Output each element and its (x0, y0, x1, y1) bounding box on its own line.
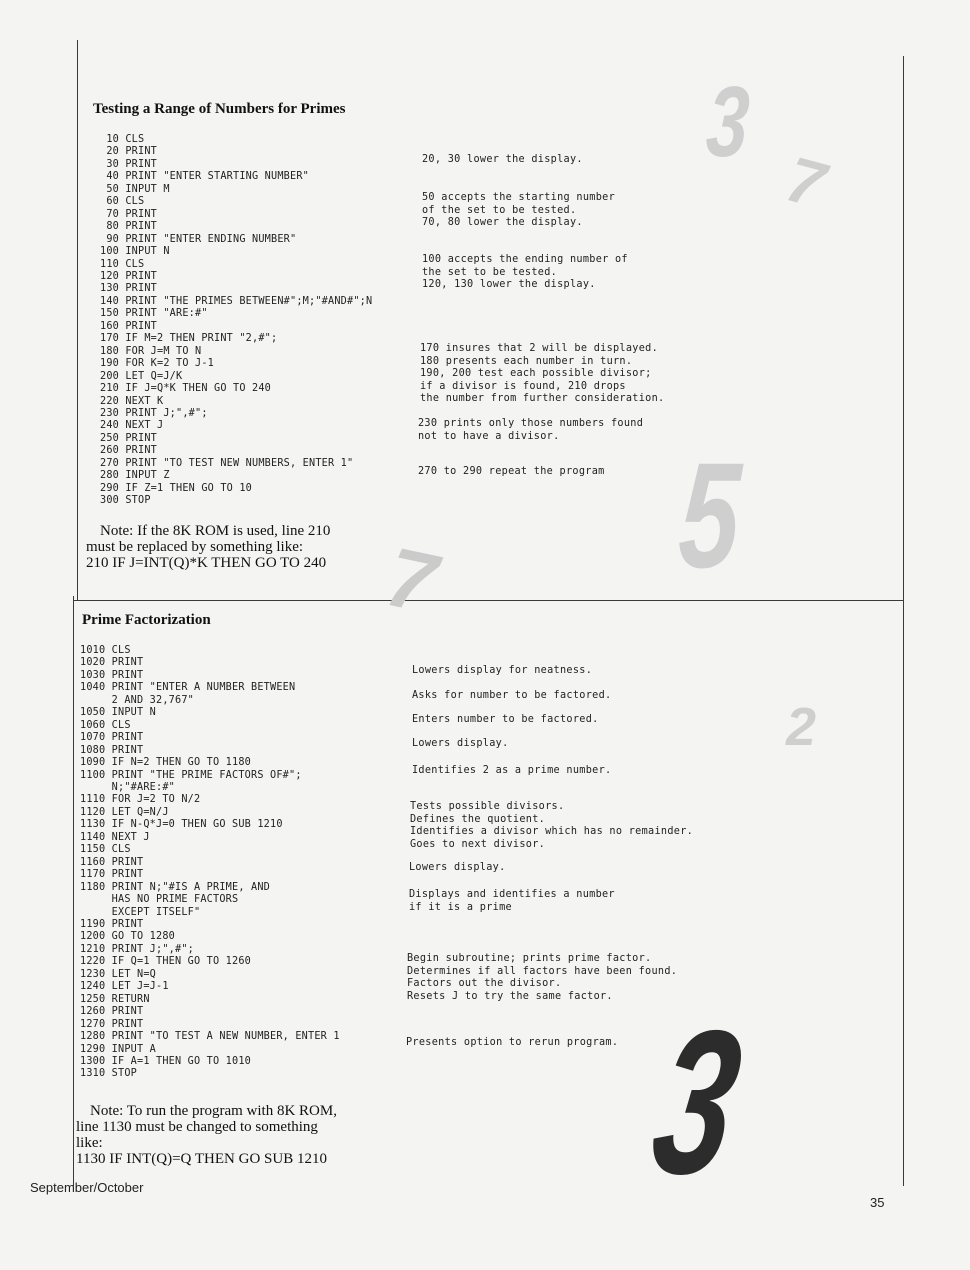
section-divider-rule (73, 600, 904, 601)
code-line: 1180 PRINT N;"#IS A PRIME, AND (80, 881, 271, 893)
code-line: 1150 CLS (80, 844, 131, 856)
decorative-numeral-3-top: 3 (703, 66, 753, 178)
comment-ending-number: 100 accepts the ending number of the set to be tested. 120, 130 lower the display. (422, 254, 628, 291)
code-line: 1090 IF N=2 THEN GO TO 1180 (80, 757, 252, 769)
code-line: 1030 PRINT (80, 669, 144, 681)
comment-rerun-option: Presents option to rerun program. (406, 1037, 619, 1048)
code-line: 1140 NEXT J (80, 831, 150, 843)
issue-date-footer: September/October (30, 1180, 144, 1195)
code-line: 20 PRINT (100, 146, 158, 158)
page-number: 35 (870, 1195, 885, 1210)
code-line: 1070 PRINT (80, 732, 144, 744)
code-line: 1220 IF Q=1 THEN GO TO 1260 (80, 956, 252, 968)
left-border-rule-lower (73, 596, 74, 1186)
code-line: HAS NO PRIME FACTORS (80, 894, 239, 906)
code-line: 1100 PRINT "THE PRIME FACTORS OF#"; (80, 769, 302, 781)
code-line: 1010 CLS (80, 645, 131, 656)
decorative-numeral-5: 5 (675, 431, 745, 599)
code-line: 1060 CLS (80, 719, 131, 731)
code-listing-primes-range (100, 134, 372, 508)
code-line: 1200 GO TO 1280 (80, 931, 176, 943)
code-line: 40 PRINT "ENTER STARTING NUMBER" (100, 171, 310, 183)
code-line: 230 PRINT J;",#"; (100, 407, 208, 419)
comment-repeat-program: 270 to 290 repeat the program (418, 466, 605, 477)
code-line: 1260 PRINT (80, 1006, 144, 1018)
code-line: 150 PRINT "ARE:#" (100, 308, 208, 320)
code-line: 2 AND 32,767" (80, 694, 195, 706)
code-line: 1290 INPUT A (80, 1043, 157, 1055)
code-line: 240 NEXT J (100, 420, 164, 432)
code-line: 80 PRINT (100, 221, 158, 233)
note-line: line 1130 must be changed to something (76, 1119, 318, 1135)
code-line: 1230 LET N=Q (80, 968, 157, 980)
code-line: 50 INPUT M (100, 183, 170, 195)
comment-enters-number: Enters number to be factored. (412, 714, 599, 725)
code-line: 90 PRINT "ENTER ENDING NUMBER" (100, 233, 297, 245)
comment-test-divisors: 170 insures that 2 will be displayed. 180 presents each number in turn. 190, 200 test each possible divisor; if a divisor is found, 210 drops the number from further consideration. (420, 343, 665, 405)
code-line: 280 INPUT Z (100, 470, 170, 482)
section-title-prime-factorization: Prime Factorization (82, 612, 211, 628)
section-title-primes-range: Testing a Range of Numbers for Primes (93, 101, 346, 117)
code-line: 180 FOR J=M TO N (100, 345, 202, 357)
code-line: 10 CLS (100, 134, 145, 145)
code-line: 170 IF M=2 THEN PRINT "2,#"; (100, 333, 278, 345)
code-line: 1190 PRINT (80, 918, 144, 930)
note-8k-rom-line-1130 (76, 1103, 337, 1167)
code-line: 270 PRINT "TO TEST NEW NUMBERS, ENTER 1" (100, 457, 354, 469)
code-line: 290 IF Z=1 THEN GO TO 10 (100, 482, 253, 494)
decorative-numeral-7-top: 7 (779, 142, 833, 222)
decorative-numeral-2: 2 (786, 697, 817, 757)
note-line: Note: If the 8K ROM is used, line 210 (100, 523, 331, 539)
code-line: 250 PRINT (100, 432, 158, 444)
code-line: 1130 IF N-Q*J=0 THEN GO SUB 1210 (80, 819, 283, 831)
code-line: 1080 PRINT (80, 744, 144, 756)
decorative-numeral-3-bottom: 3 (640, 988, 754, 1217)
comment-asks-number: Asks for number to be factored. (412, 690, 612, 701)
code-line: 130 PRINT (100, 283, 158, 295)
code-line: 120 PRINT (100, 270, 158, 282)
code-line: 1160 PRINT (80, 856, 144, 868)
comment-divisor-loop: Tests possible divisors. Defines the quotient. Identifies a divisor which has no remainder. Goes to next divisor. (410, 801, 694, 850)
code-line: 1240 LET J=J-1 (80, 981, 169, 993)
comment-identifies-prime: Displays and identifies a number if it is a prime (409, 889, 615, 913)
comment-print-primes: 230 prints only those numbers found not to have a divisor. (418, 418, 644, 442)
code-line: 60 CLS (100, 196, 145, 208)
code-line: 160 PRINT (100, 320, 158, 332)
code-line: 1170 PRINT (80, 869, 144, 881)
code-line: 100 INPUT N (100, 246, 170, 258)
code-line: 1040 PRINT "ENTER A NUMBER BETWEEN (80, 682, 296, 694)
note-line: must be replaced by something like: (86, 539, 304, 555)
code-line: 30 PRINT (100, 158, 158, 170)
code-line: 1300 IF A=1 THEN GO TO 1010 (80, 1055, 252, 1067)
code-line: 140 PRINT "THE PRIMES BETWEEN#";M;"#AND#";N (100, 295, 373, 307)
decorative-numeral-7-mid: 7 (378, 529, 444, 631)
code-line: N;"#ARE:#" (80, 781, 176, 793)
note-line: Note: To run the program with 8K ROM, (90, 1103, 337, 1119)
code-line: 1050 INPUT N (80, 707, 157, 719)
code-line: 260 PRINT (100, 445, 158, 457)
code-listing-prime-factorization (80, 645, 340, 1081)
right-border-rule (903, 56, 904, 1186)
code-line: 110 CLS (100, 258, 145, 270)
comment-lowers-display-2: Lowers display. (409, 862, 506, 873)
code-line: 220 NEXT K (100, 395, 164, 407)
left-border-rule (77, 40, 78, 600)
code-line: 1280 PRINT "TO TEST A NEW NUMBER, ENTER 1 (80, 1031, 340, 1043)
comment-lowers-display-1: Lowers display. (412, 738, 509, 749)
code-line: EXCEPT ITSELF" (80, 906, 201, 918)
code-line: 190 FOR K=2 TO J-1 (100, 358, 215, 370)
code-line: 1210 PRINT J;",#"; (80, 943, 195, 955)
comment-lower-display: 20, 30 lower the display. (422, 154, 583, 165)
comment-neatness: Lowers display for neatness. (412, 665, 593, 676)
note-line: 1130 IF INT(Q)=Q THEN GO SUB 1210 (76, 1151, 327, 1167)
note-8k-rom-line-210 (86, 523, 330, 571)
code-line: 1110 FOR J=2 TO N/2 (80, 794, 201, 806)
code-line: 1310 STOP (80, 1068, 138, 1080)
code-line: 1120 LET Q=N/J (80, 806, 169, 818)
code-line: 1020 PRINT (80, 657, 144, 669)
code-line: 210 IF J=Q*K THEN GO TO 240 (100, 383, 272, 395)
code-line: 200 LET Q=J/K (100, 370, 183, 382)
code-line: 300 STOP (100, 495, 151, 507)
code-line: 1270 PRINT (80, 1018, 144, 1030)
code-line: 70 PRINT (100, 208, 158, 220)
note-line: 210 IF J=INT(Q)*K THEN GO TO 240 (86, 555, 327, 571)
note-line: like: (76, 1135, 103, 1151)
comment-identifies-two: Identifies 2 as a prime number. (412, 765, 612, 776)
comment-subroutine: Begin subroutine; prints prime factor. Determines if all factors have been found. Factors out the divisor. Resets J to try the same factor. (407, 953, 678, 1002)
comment-starting-number: 50 accepts the starting number of the set to be tested. 70, 80 lower the display. (422, 192, 616, 229)
code-line: 1250 RETURN (80, 993, 150, 1005)
